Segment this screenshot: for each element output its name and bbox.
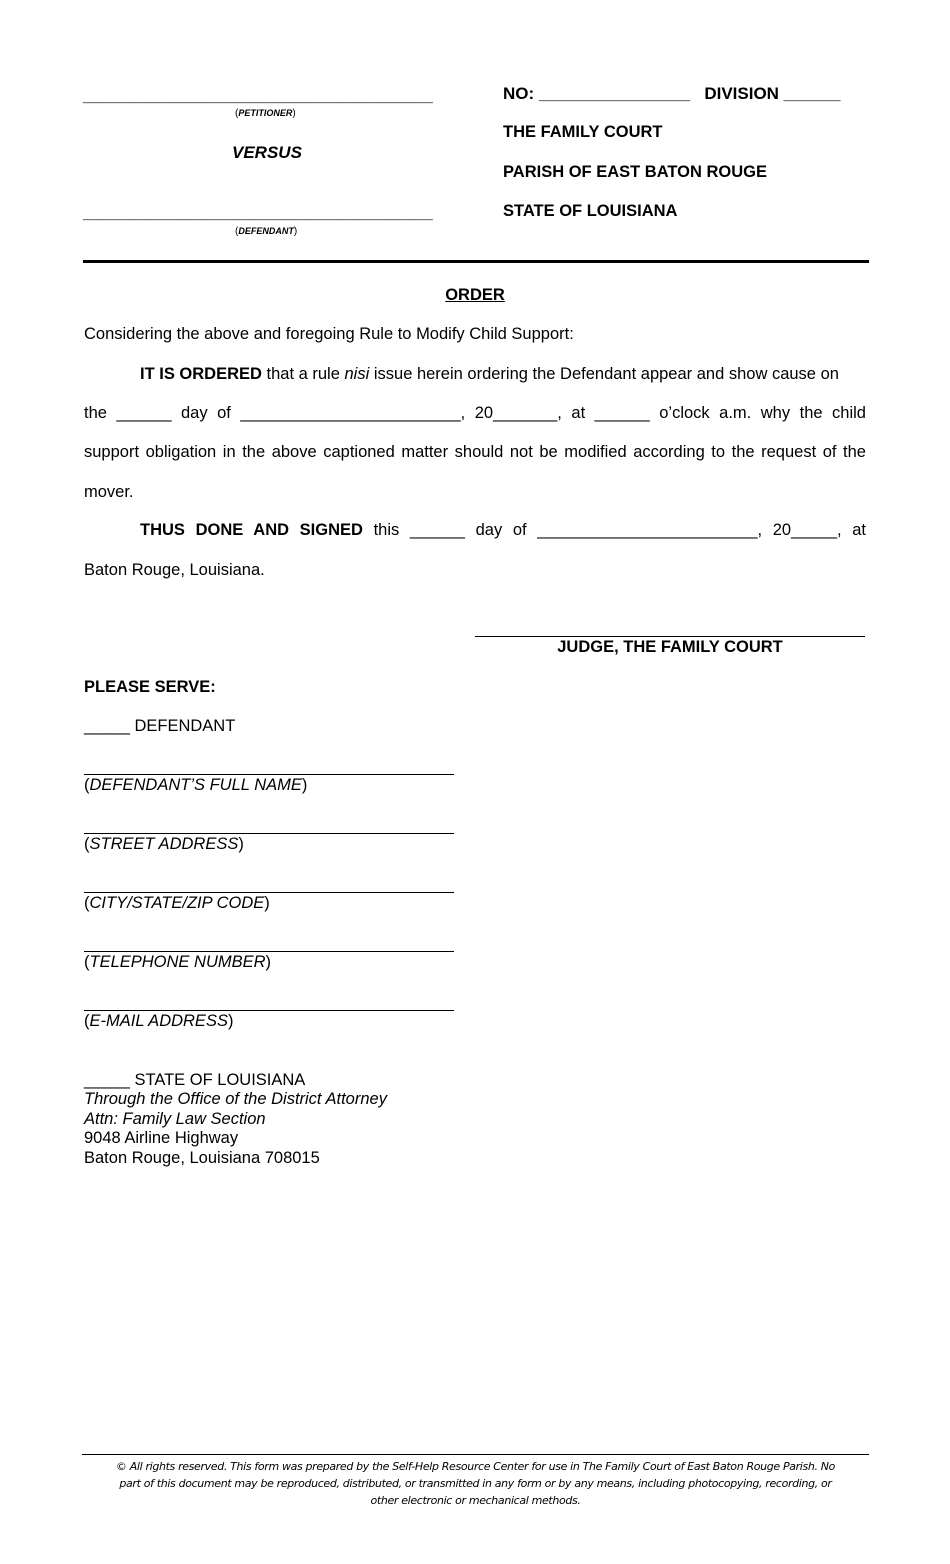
email-line[interactable] [84, 1010, 454, 1011]
judge-label: JUDGE, THE FAMILY COURT [557, 638, 783, 656]
nisi-word: nisi [344, 365, 370, 383]
copyright-line-3: other electronic or mechanical methods. [370, 1494, 581, 1507]
defendant-label-text: DEFENDANT [238, 226, 294, 236]
city-state-zip-label [84, 894, 270, 913]
field-open: ( [84, 1012, 90, 1030]
da-office-line: Through the Office of the District Attorney [84, 1090, 387, 1108]
telephone-label [84, 953, 271, 972]
case-number-division[interactable]: NO: ________________ DIVISION ______ [503, 84, 841, 103]
street-address-line[interactable] [84, 833, 454, 834]
considering-line: Considering the above and foregoing Rule to Modify Child Support: [84, 325, 574, 343]
field-open: ( [84, 894, 90, 912]
signed-paragraph-line2: Baton Rouge, Louisiana. [84, 561, 265, 579]
field-label: E-MAIL ADDRESS [89, 1012, 228, 1030]
defendant-name-line[interactable] [84, 774, 454, 775]
defendant-label [235, 221, 297, 239]
field-close: ) [265, 953, 272, 971]
field-close: ) [227, 1012, 234, 1030]
field-open: ( [84, 776, 90, 794]
field-label: STREET ADDRESS [89, 835, 239, 853]
ordered-paragraph-line2[interactable]: the ______ day of ________________________, 20_______, at ______ o’clock a.m. why the child [84, 404, 866, 422]
ordered-paragraph-line3: support obligation in the above captioned matter should not be modified according to the request of the [84, 443, 866, 461]
copyright-line-1: © All rights reserved. This form was prepared by the Self-Help Resource Center for use in The Family Court of East Baton Rouge Parish. No [115, 1460, 836, 1473]
email-label [84, 1012, 233, 1031]
copyright-line-2: part of this document may be reproduced, distributed, or transmitted in any form or by any means, including photocopying, recording, or [119, 1477, 832, 1490]
court-name: THE FAMILY COURT [503, 123, 663, 141]
defendant-check[interactable]: _____ DEFENDANT [84, 717, 236, 735]
defendant-label-close: ) [293, 226, 298, 237]
judge-signature-line[interactable] [475, 636, 865, 637]
field-label: TELEPHONE NUMBER [89, 953, 266, 971]
ordered-text-a: that a rule [261, 365, 345, 383]
parish-name: PARISH OF EAST BATON ROUGE [503, 163, 768, 181]
thus-done-and-signed: THUS DONE AND SIGNED [140, 521, 363, 539]
petitioner-blank[interactable]: _____________________________________ [83, 86, 433, 105]
defendant-blank[interactable]: _____________________________________ [83, 203, 433, 222]
footer-divider [82, 1454, 869, 1455]
signed-paragraph-line1[interactable] [140, 521, 866, 540]
state-check[interactable]: _____ STATE OF LOUISIANA [84, 1071, 306, 1089]
field-label: DEFENDANT’S FULL NAME [89, 776, 302, 794]
versus-label: VERSUS [232, 143, 302, 162]
da-city-line: Baton Rouge, Louisiana 708015 [84, 1149, 320, 1167]
city-state-zip-line[interactable] [84, 892, 454, 893]
ordered-paragraph-line1 [140, 365, 866, 384]
ordered-paragraph-line4: mover. [84, 483, 134, 501]
it-is-ordered: IT IS ORDERED [140, 365, 262, 383]
da-attn-line: Attn: Family Law Section [84, 1110, 266, 1128]
field-open: ( [84, 835, 90, 853]
copyright-notice [82, 1458, 869, 1509]
please-serve-heading: PLEASE SERVE: [84, 678, 216, 696]
field-label: CITY/STATE/ZIP CODE [89, 894, 265, 912]
petitioner-label-close: ) [292, 108, 296, 119]
field-close: ) [264, 894, 270, 912]
order-title: ORDER [445, 286, 505, 304]
state-name: STATE OF LOUISIANA [503, 202, 678, 220]
field-close: ) [238, 835, 244, 853]
defendant-name-label [84, 776, 307, 795]
ordered-text-b: issue herein ordering the Defendant appear and show cause on [369, 365, 839, 383]
field-open: ( [84, 953, 90, 971]
petitioner-label [235, 103, 296, 121]
petitioner-label-open: ( [235, 108, 239, 119]
da-street-line: 9048 Airline Highway [84, 1129, 239, 1147]
defendant-label-open: ( [235, 226, 239, 237]
street-address-label [84, 835, 244, 854]
telephone-line[interactable] [84, 951, 454, 952]
caption-divider [83, 260, 869, 263]
signed-text: this ______ day of ________________________, 20_____, at [362, 521, 866, 539]
field-close: ) [301, 776, 308, 794]
petitioner-label-text: PETITIONER [238, 108, 293, 118]
